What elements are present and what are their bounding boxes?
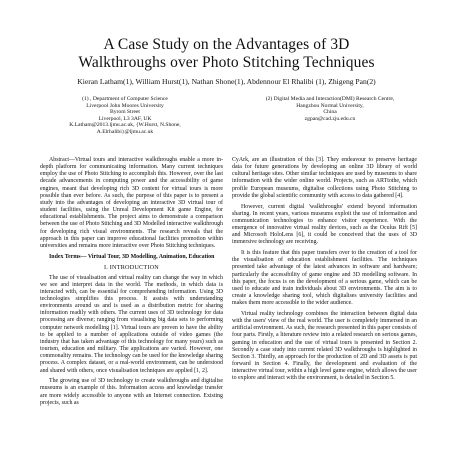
affiliation-right-line: (2) Digital Media and Interaction(DMI) Research Centre, [265, 96, 395, 102]
affiliation-left-line: Liverpool John Moores University [86, 102, 164, 109]
index-terms: Index Terms— Virtual Tour, 3D Modelling, Animation, Education [49, 253, 215, 260]
affiliation-left-line: Liverpool, L3 3AF, UK [98, 115, 152, 122]
body-paragraph: It is this feature that this paper transfers over to the creation of a tool for the visualisation of education establishment facilities. The techniques presented take advantage of the latest advances in software and hardware; particularly the accessibility of game engine and 3D modelling software. In this paper, the focus is on the development of a serious game, which can be used to educate and train individuals about 3D environments. The aim is to create a knowledge sharing tool, which digitalises university facilities and makes them more accessible to the wider audience. [232, 250, 417, 307]
left-column [40, 157, 223, 411]
affiliation-right-line: Hangzhou Normal University, [296, 102, 364, 109]
body-paragraph: Virtual reality technology combines the interaction between digital data with the users' view of the real world. The user is completely immersed in an artificial environment. As such, the research presented in this paper consists of four parts. Firstly, a literature review into a related research on serious games, gaming in education and the use of virtual tours is presented in Section 2. Secondly a case study into current related 3D walkthroughs is highlighted in Section 3. Thirdly, an approach for the production of 2D and 3D assets is put forward in Section 4. Finally, the development and evaluation of the interactive virtual tour, within a high level game engine, which allows the user to explore and interact with the environment, is detailed in Section 5. [232, 310, 418, 382]
title-line-1: A Case Study on the Advantages of 3D [103, 36, 350, 53]
affiliation-left-line: (1) , Department of Computer Science [82, 96, 168, 102]
affiliation-right-line: zgpan@cad.zju.edu.cn [304, 115, 356, 122]
title-line-2: Walkthroughs over Photo Stitching Techniques [78, 54, 375, 71]
body-paragraph: The growing use of 3D technology to create walkthroughs and digitalise museums is an example of this. Information access and knowledge transfer are more widely accessible to anyone with an Internet connection. Existing projects, such as [40, 378, 223, 406]
abstract: Abstract—Virtual tours and interactive walkthroughs enable a more in-depth platform for communicating information. Many current techniques employ the use of Photo Stitching to accomplish this. However, over the last decade advancements in computing power and the accessibility of game engines, meant that developing rich 3D content for virtual tours is more possible than ever before. As such, the purpose of this paper is to present a study into the advantages of developing an interactive 3D virtual tour of student facilities, using the Unreal Development Kit game Engine, for educational establishments. The project aims to demonstrate a comparison between the use of Photo Stitching and 3D Modelled interactive walkthrough for developing rich visual environments. The research reveals that the approach in this paper can improve educational facilities promotion within universities and remains more interactive over Photo Stitching techniques. [40, 157, 223, 249]
affiliation-left [60, 96, 190, 136]
affiliation-left-line: K.Latham@2013.ljmu.ac.uk, {W.Hurst, N.Shone, [69, 122, 181, 129]
paper-title [0, 36, 453, 72]
affiliation-left-line: Byrom Street [110, 109, 140, 116]
affiliation-right-line: China [323, 109, 337, 116]
right-column [232, 157, 417, 386]
body-paragraph: The use of visualisation and virtual reality can change the way in which we see and interpret data in the world. The methods, in which data is interacted with, can be essential for comprehending information. Using 3D technologies simplifies this process. It assists with understanding environments around us and is used as a distribution metric for sharing information readily with others. The current uses of 3D technology for data processing are diverse; ranging from visualising big data sets to performing computer network modelling [1]. Virtual tours are proven to have the ability to be applied to a number of applications outside of video games (the industry that has taken advantage of this technology for many years) such as tourism, education and military. The applications are varied. However, one commonality remains. The technology can be used for the knowledge sharing process. A complex dataset, or a real-world environment, can be understood and shared with others, once visualisation techniques are applied [1, 2]. [40, 274, 223, 374]
affiliation-left-line: A.Elrhalibi}@ljmu.ac.uk [96, 128, 154, 135]
affiliation-right [255, 96, 405, 122]
author-list: Kieran Latham(1), William Hurst(1), Nathan Shone(1), Abdennour El Rhalibi (1), Zhigeng Pan(2) [77, 77, 376, 86]
body-paragraph: CyArk, are an illustration of this [3]. They endeavour to preserve heritage data for future generations by developing an online 3D library of world cultural heritage sites. Other similar techniques are used by museums to share information with the wider online world. Projects, such as ARTtothe, which profile European museums, digitalise collections using Photo Stitching to provide the global scientific community with access to data gathered [4]. [232, 157, 417, 199]
section-heading: I. INTRODUCTION [104, 264, 159, 272]
body-paragraph: However, current digital 'walkthroughs' extend beyond information sharing. In recent years, various museums exploit the use of information and communication technologies to enhance visitor experience. With the emergence of innovative virtual reality devices, such as the Oculus Rift [5] and Microsoft HoloLens [6], it could be conceived that the uses of 3D immersive technology are receiving. [232, 203, 417, 246]
